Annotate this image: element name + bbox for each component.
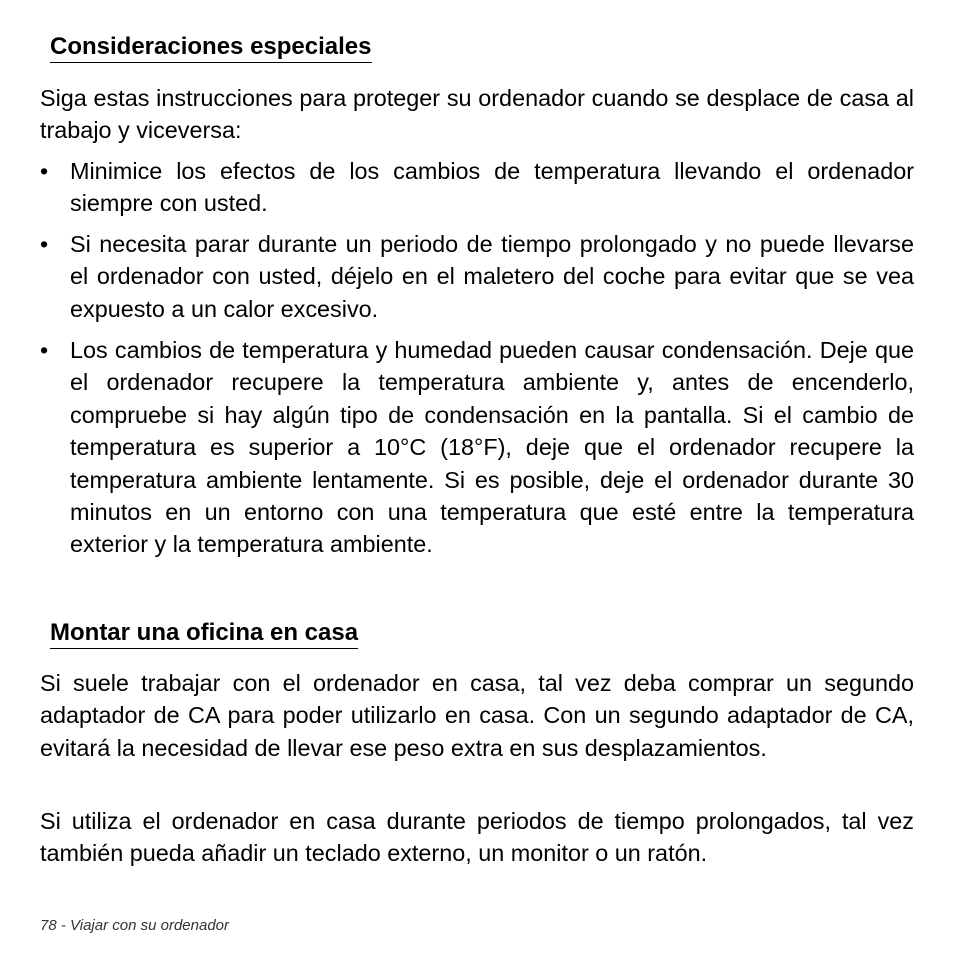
body-paragraph: Si suele trabajar con el ordenador en casa, tal vez deba comprar un segundo adaptador de CA para poder utilizarlo en casa. Con un segundo adaptador de CA, evitará la necesidad de llevar ese peso extra en sus desplazamientos. [40, 670, 914, 761]
bullet-dot: • [40, 231, 49, 257]
intro-paragraph: Siga estas instrucciones para proteger su ordenador cuando se desplace de casa al trabajo y viceversa: [40, 85, 914, 144]
bullet-dot: • [40, 158, 49, 184]
bullet-text: Los cambios de temperatura y humedad pueden causar condensación. Deje que el ordenador recupere la temperatura ambiente y, antes de encenderlo, compruebe si hay algún tipo de condensación en la pantalla. Si el cambio de temperatura es superior a 10°C (18°F), deje que el ordenador recupere la temperatura ambiente lentamente. Si es posible, deje el ordenador durante 30 minutos en un entorno con una temperatura que esté entre la temperatura exterior y la temperatura ambiente. [70, 337, 914, 558]
page-footer: 78 - Viajar con su ordenador [40, 917, 230, 934]
bullet-text: Minimice los efectos de los cambios de temperatura llevando el ordenador siempre con usted. [70, 158, 914, 217]
section-heading-montar-oficina: Montar una oficina en casa [50, 619, 358, 649]
bullet-dot: • [40, 337, 49, 363]
body-paragraph: Si utiliza el ordenador en casa durante periodos de tiempo prolongados, tal vez también pueda añadir un teclado externo, un monitor o un ratón. [40, 808, 914, 867]
bullet-text: Si necesita parar durante un periodo de tiempo prolongado y no puede llevarse el ordenador con usted, déjelo en el maletero del coche para evitar que se vea expuesto a un calor excesivo. [70, 231, 914, 322]
section-heading-consideraciones: Consideraciones especiales [50, 33, 372, 63]
